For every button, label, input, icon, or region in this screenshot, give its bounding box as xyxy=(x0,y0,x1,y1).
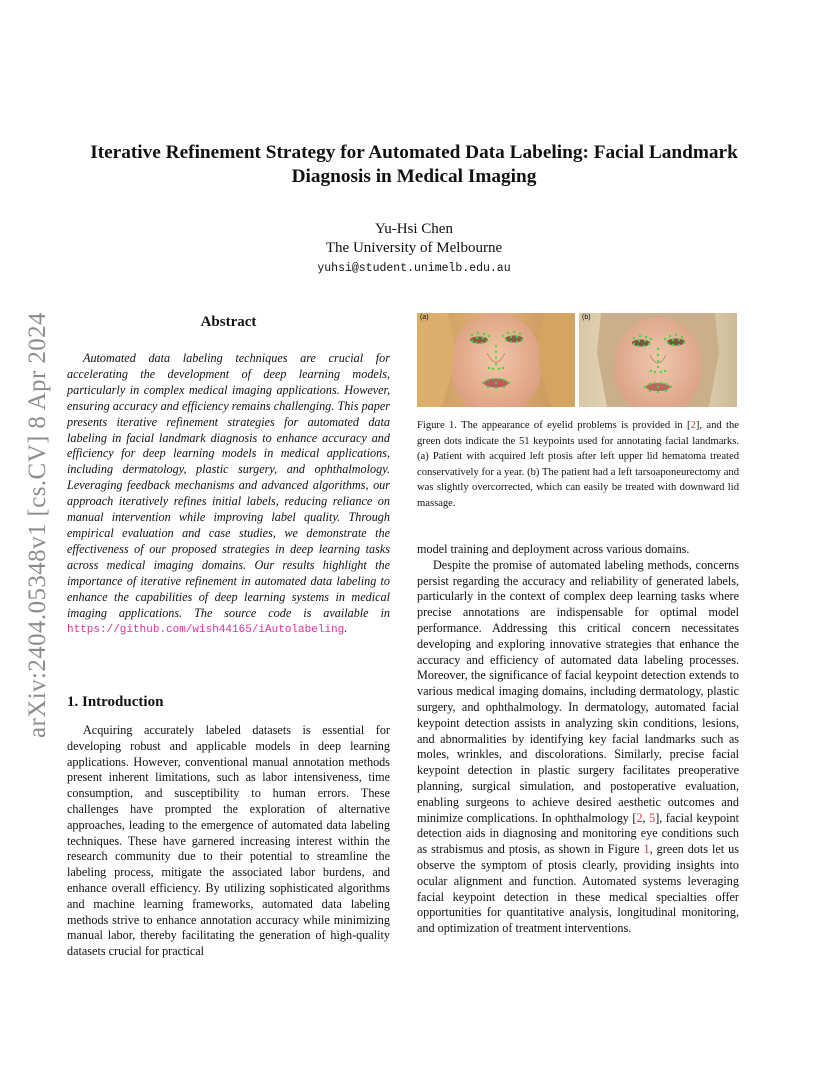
paper-title: Iterative Refinement Strategy for Automated Data Labeling: Facial Landmark Diagnosis in Medical Imaging xyxy=(90,142,738,187)
patient-photo-b xyxy=(579,313,737,407)
abstract-heading: Abstract xyxy=(200,314,257,330)
citation-separator: , xyxy=(642,810,650,825)
figure-1 xyxy=(417,313,739,407)
abstract-text: Automated data labeling techniques are crucial for accelerating the development of deep learning models, particularly in complex medical imaging applications. However, ensuring accuracy and efficiency remains challenging. This paper presents iterative refinement strategies for automated data labeling in facial landmark diagnosis to enhance accuracy and efficiency for deep learning models in medical applications, including dermatology, plastic surgery, and ophthalmology. Leveraging feedback mechanisms and advanced algorithms, our approach iteratively refines initial labels, reducing reliance on manual intervention while improving label quality. Through empirical evaluation and case studies, we demonstrate the effectiveness of our proposed strategies in deep learning tasks across medical imaging domains. Our results highlight the importance of iterative refinement in automated data labeling to enhance the capabilities of deep learning systems in medical imaging applications. The source code is available in xyxy=(67,351,390,620)
author-email: yuhsi@student.unimelb.edu.au xyxy=(317,262,511,275)
arxiv-stamp-text: arXiv:2404.05348v1 [cs.CV] 8 Apr 2024 xyxy=(24,312,51,738)
caption-citation[interactable]: 2 xyxy=(690,420,696,431)
paragraph-concerns-text-a: Despite the promise of automated labeling methods, concerns persist regarding the accuracy and reliability of generated labels, particularly in the context of complex deep learning tasks where precise annotations are indispensable for optimal model performance. Addressing this critical concern necessitates developing and exploring innovative strategies that enhance the accuracy and efficiency of automated data labeling processes. Moreover, the significance of facial keypoint detection extends to various medical imaging domains, including dermatology, plastic surgery, and ophthalmology. In dermatology, automated facial keypoint detection assists in analyzing skin conditions, lesions, and abnormalities by identifying key facial landmarks such as moles, wrinkles, and discolorations. Similarly, precise facial keypoint detection in plastic surgery facilitates preoperative planning, surgical simulation, and postoperative evaluation, enabling surgeons to achieve desired aesthetic outcomes and minimize complications. In ophthalmology [ xyxy=(417,557,739,825)
paragraph-concerns-text-c: , green dots let us observe the symptom of ptosis clearly, providing insights into ocular alignment and function. Automated systems leveraging facial keypoint detection in these medical specialties offer opportunities for quantitative analysis, longitudinal monitoring, and optimization of treatment interventions. xyxy=(417,842,740,936)
paragraph-concerns xyxy=(417,558,739,937)
author-affiliation: The University of Melbourne xyxy=(325,240,503,256)
patient-photo-a xyxy=(417,313,575,407)
introduction-body: Acquiring accurately labeled datasets is essential for developing robust and applicable models in deep learning applications. However, conventional manual annotation methods present inherent limitations, such as labor intensiveness, time consumption, and susceptibility to human errors. These challenges have prompted the exploration of alternative approaches, leading to the emergence of automated data labeling techniques. These have garnered increasing interest within the research community due to their potential to streamline the labeling process, mitigate the associated labor burdens, and enhance overall efficiency. By utilizing sophisticated algorithms and machine learning frameworks, automated data labeling methods strive to enhance annotation accuracy while minimizing manual labor, thereby facilitating the generation of high-quality datasets crucial for practical xyxy=(67,723,390,959)
source-code-link[interactable]: https://github.com/wish44165/iAutolabeling xyxy=(67,624,345,637)
abstract-body xyxy=(67,351,390,639)
abstract-end: . xyxy=(344,621,348,636)
introduction-heading: 1. Introduction xyxy=(67,694,164,710)
arxiv-stamp xyxy=(16,290,60,760)
paragraph-concerns-text-b: ], facial keypoint detection aids in diagnosing and monitoring eye conditions such as strabismus and ptosis, as shown in Figure xyxy=(417,810,739,857)
panel-label-a: (a) xyxy=(420,314,429,321)
citation-ref-2[interactable]: 2 xyxy=(636,810,643,825)
figure-caption xyxy=(417,418,739,512)
figure-ref-1[interactable]: 1 xyxy=(643,842,650,857)
paragraph-continuation: model training and deployment across various domains. xyxy=(417,542,690,556)
caption-text-2: ], and the green dots indicate the 51 keypoints used for annotating facial landmarks. (a) Patient with acquired left ptosis after left upper lid hematoma treated conservatively for a year. (b) The patient had a left tarsoaponeurectomy and was slightly overcorrected, which can easily be treated with downward lid massage. xyxy=(417,420,739,509)
right-column-body xyxy=(417,542,739,937)
caption-text-1: Figure 1. The appearance of eyelid problems is provided in [ xyxy=(417,420,691,431)
author-name: Yu-Hsi Chen xyxy=(375,221,453,237)
panel-label-b: (b) xyxy=(582,314,591,321)
citation-ref-5[interactable]: 5 xyxy=(649,810,656,825)
